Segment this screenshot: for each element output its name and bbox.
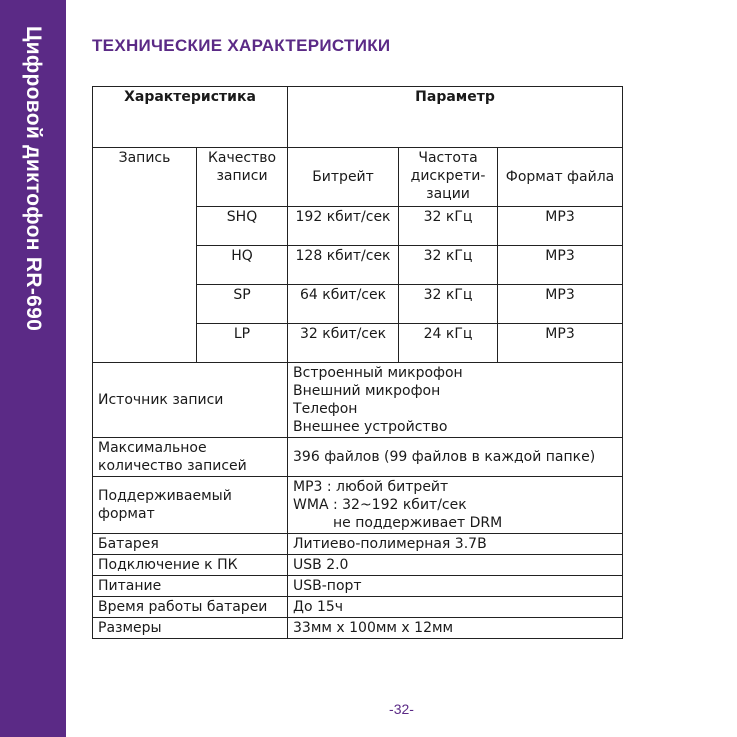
formats-values: [288, 477, 623, 534]
size-label: Размеры: [93, 618, 288, 639]
source-value: Внешний микрофон: [293, 383, 441, 399]
table-row: [93, 618, 623, 639]
spec-table: [92, 86, 623, 639]
recording-label: Запись: [93, 148, 197, 363]
quality-hq: HQ: [197, 246, 288, 285]
header-parameter: Параметр: [288, 87, 623, 148]
battery-label: Батарея: [93, 534, 288, 555]
bitrate-sp: 64 кбит/сек: [288, 285, 399, 324]
max-records-label: Максимальное количество записей: [93, 438, 288, 477]
table-row: [93, 534, 623, 555]
col-bitrate: Битрейт: [288, 148, 399, 207]
table-row: [93, 597, 623, 618]
size-value: 33мм х 100мм х 12мм: [288, 618, 623, 639]
formats-label: Поддерживаемый формат: [93, 477, 288, 534]
power-value: USB-порт: [288, 576, 623, 597]
table-row: [93, 576, 623, 597]
table-row: [93, 477, 623, 534]
col-sampling: Частота дискрети-зации: [399, 148, 498, 207]
header-row: [93, 87, 623, 148]
header-characteristic: Характеристика: [93, 87, 288, 148]
format-lp: MP3: [498, 324, 623, 363]
pc-value: USB 2.0: [288, 555, 623, 576]
page-title: ТЕХНИЧЕСКИЕ ХАРАКТЕРИСТИКИ: [92, 36, 391, 55]
format-hq: MP3: [498, 246, 623, 285]
quality-shq: SHQ: [197, 207, 288, 246]
col-format: Формат файла: [498, 148, 623, 207]
source-value: Внешнее устройство: [293, 419, 448, 435]
format-value: не поддерживает DRM: [333, 515, 503, 531]
format-sp: MP3: [498, 285, 623, 324]
sampling-shq: 32 кГц: [399, 207, 498, 246]
quality-lp: LP: [197, 324, 288, 363]
sampling-lp: 24 кГц: [399, 324, 498, 363]
source-values: [288, 363, 623, 438]
sidebar-title: Цифровой диктофон RR-690: [22, 26, 45, 332]
sidebar: [0, 0, 66, 737]
page-number: -32-: [389, 701, 414, 717]
battery-value: Литиево-полимерная 3.7В: [288, 534, 623, 555]
col-quality: Качество записи: [197, 148, 288, 207]
format-value: MP3 : любой битрейт: [293, 479, 449, 495]
pc-label: Подключение к ПК: [93, 555, 288, 576]
bitrate-lp: 32 кбит/сек: [288, 324, 399, 363]
source-value: Телефон: [293, 401, 358, 417]
source-value: Встроенный микрофон: [293, 365, 463, 381]
battery-time-value: До 15ч: [288, 597, 623, 618]
sampling-hq: 32 кГц: [399, 246, 498, 285]
power-label: Питание: [93, 576, 288, 597]
table-row: [93, 363, 623, 438]
recording-subheader-row: [93, 148, 623, 207]
bitrate-shq: 192 кбит/сек: [288, 207, 399, 246]
format-value: WMA : 32~192 кбит/сек: [293, 497, 467, 513]
format-shq: MP3: [498, 207, 623, 246]
max-records-value: 396 файлов (99 файлов в каждой папке): [288, 438, 623, 477]
battery-time-label: Время работы батареи: [93, 597, 288, 618]
source-label: Источник записи: [93, 363, 288, 438]
quality-sp: SP: [197, 285, 288, 324]
table-row: [93, 555, 623, 576]
bitrate-hq: 128 кбит/сек: [288, 246, 399, 285]
sampling-sp: 32 кГц: [399, 285, 498, 324]
table-row: [93, 438, 623, 477]
